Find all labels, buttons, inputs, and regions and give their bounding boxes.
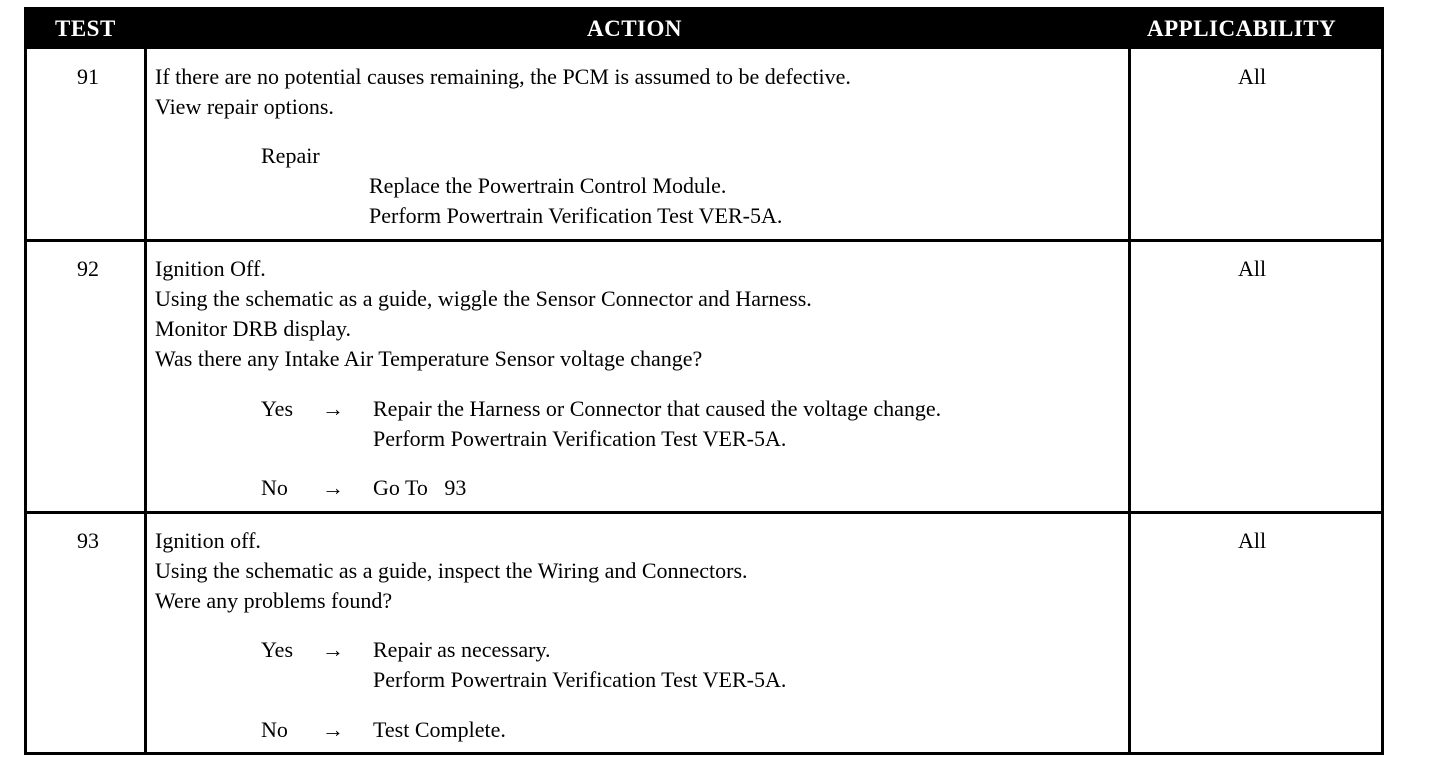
- row-93-test-number: 93: [77, 528, 99, 553]
- row-92-action-line-4: Was there any Intake Air Temperature Sensor voltage change?: [155, 346, 703, 371]
- row-91-repair-step-2: Perform Powertrain Verification Test VER-5A.: [369, 203, 783, 228]
- row-91-test-number: 91: [77, 64, 99, 89]
- row-93-yes-label: Yes: [261, 637, 294, 662]
- row-92-action-line-3: Monitor DRB display.: [155, 316, 351, 341]
- header-test: TEST: [55, 16, 116, 41]
- row-93-no-step: Test Complete.: [373, 717, 506, 742]
- row-93-no-label: No: [261, 717, 288, 742]
- header-applicability: APPLICABILITY: [1147, 16, 1337, 41]
- row-92-action-line-1: Ignition Off.: [155, 256, 266, 281]
- row-93-action-line-1: Ignition off.: [155, 528, 261, 553]
- row-92-action-line-2: Using the schematic as a guide, wiggle the Sensor Connector and Harness.: [155, 286, 812, 311]
- diagnostic-test-table: [24, 7, 1384, 755]
- row-92-applicability: All: [1238, 256, 1267, 281]
- row-91-applicability: All: [1238, 64, 1267, 89]
- row-91-action-line-2: View repair options.: [155, 94, 334, 119]
- row-93-action-line-3: Were any problems found?: [155, 588, 393, 613]
- row-92-yes-step-1: Repair the Harness or Connector that caused the voltage change.: [373, 396, 942, 421]
- row-92-no-step: Go To 93: [373, 475, 467, 500]
- row-92-yes-arrow-icon: →: [322, 396, 344, 421]
- row-93-no-arrow-icon: →: [322, 717, 344, 742]
- row-93-action-line-2: Using the schematic as a guide, inspect the Wiring and Connectors.: [155, 558, 748, 583]
- row-91-repair-step-1: Replace the Powertrain Control Module.: [369, 173, 727, 198]
- row-92-no-label: No: [261, 475, 288, 500]
- row-divider-1: [27, 239, 1381, 242]
- header-action: ACTION: [587, 16, 683, 41]
- row-91-action-line-1: If there are no potential causes remaining, the PCM is assumed to be defective.: [155, 64, 851, 89]
- row-92-yes-label: Yes: [261, 396, 294, 421]
- column-divider-test: [144, 49, 147, 755]
- row-93-yes-step-1: Repair as necessary.: [373, 637, 551, 662]
- row-91-repair-label: Repair: [261, 143, 320, 168]
- row-divider-2: [27, 511, 1381, 514]
- table-header: [27, 10, 1381, 49]
- row-92-test-number: 92: [77, 256, 99, 281]
- row-93-yes-arrow-icon: →: [322, 637, 344, 662]
- row-93-yes-step-2: Perform Powertrain Verification Test VER-5A.: [373, 667, 787, 692]
- row-92-no-arrow-icon: →: [322, 475, 344, 500]
- column-divider-applicability: [1128, 49, 1131, 755]
- row-93-applicability: All: [1238, 528, 1267, 553]
- row-92-yes-step-2: Perform Powertrain Verification Test VER-5A.: [373, 426, 787, 451]
